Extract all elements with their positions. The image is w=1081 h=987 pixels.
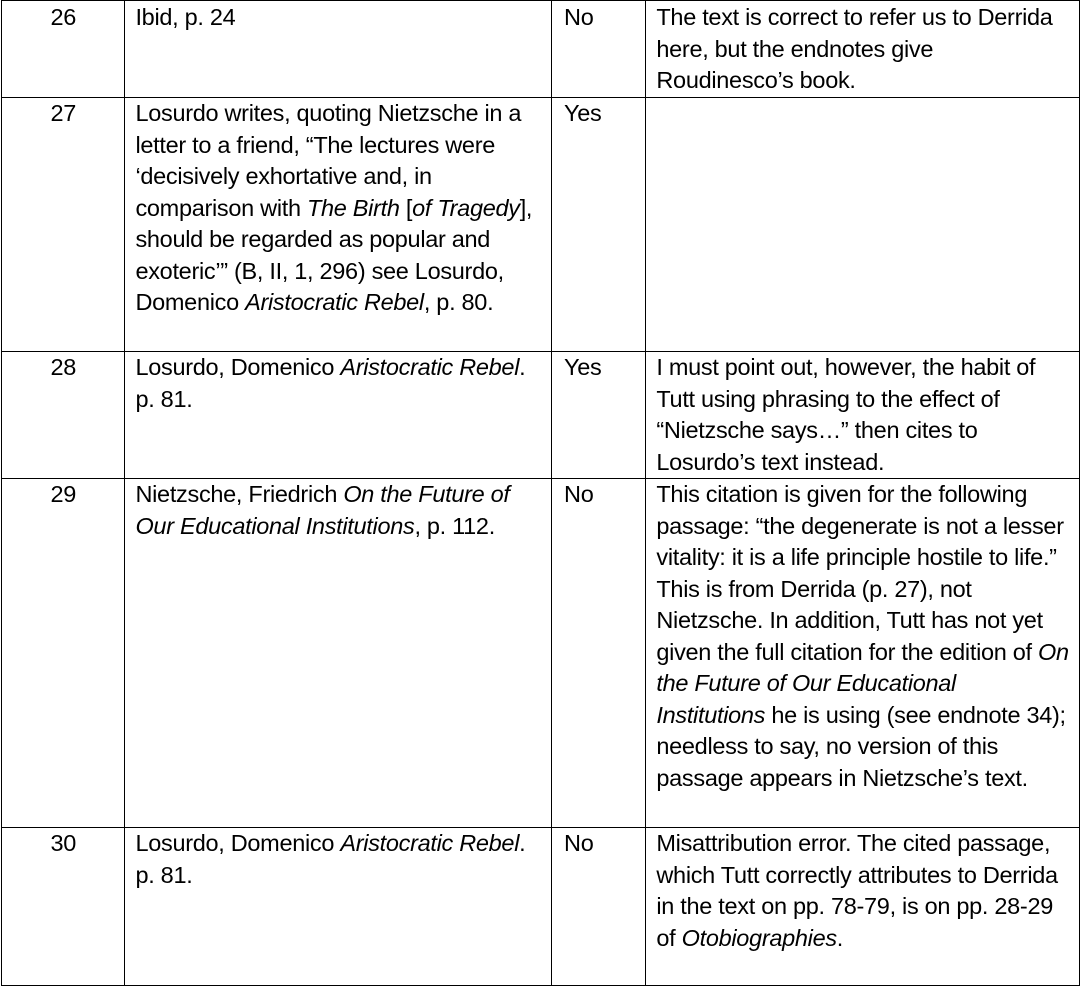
text-run: , p. 112. <box>414 512 495 539</box>
citation-cell <box>125 828 552 986</box>
citation-cell <box>125 1 552 98</box>
text-run: . p. 81. <box>135 354 526 412</box>
verified-cell: Yes <box>552 352 646 479</box>
text-run: Losurdo writes, quoting Nietzsche in a letter to a friend, “The lectures were ‘decisively exhortative and, in comparison with <box>135 100 522 221</box>
endnote-number: 29 <box>2 479 125 828</box>
text-run: The text is correct to refer us to Derrida here, but the endnotes give Roudinesco’s book. <box>656 4 1053 93</box>
comment-cell <box>646 1 1080 98</box>
endnote-number: 27 <box>2 98 125 352</box>
italic-title: Aristocratic Rebel <box>340 354 520 380</box>
italic-title: Aristocratic Rebel <box>340 830 520 856</box>
text-run: Misattribution error. The cited passage, which Tutt correctly attributes to Derrida in the text on pp. 78-79, is on pp. 28-29 of <box>656 830 1058 951</box>
verified-cell: No <box>552 828 646 986</box>
text-run: This citation is given for the following passage: “the degenerate is not a lesser vitality: it is a life principle hostile to life.” This is from Derrida (p. 27), not Nietzsche. In addition, Tutt has not yet given the full citation for the edition of <box>656 481 1064 665</box>
text-run: [ <box>399 194 413 221</box>
text-run: Losurdo, Domenico <box>135 354 341 380</box>
comment-cell <box>646 479 1080 828</box>
table-row <box>2 352 1080 479</box>
italic-title: On the Future of Our Educational Institutions <box>656 638 1069 728</box>
endnote-number: 28 <box>2 352 125 479</box>
endnote-number: 30 <box>2 828 125 986</box>
text-run: Losurdo, Domenico <box>135 830 341 856</box>
table-row <box>2 828 1080 986</box>
italic-title: Aristocratic Rebel <box>245 289 424 315</box>
text-run: he is using (see endnote 34); needless to say, no version of this passage appears in Nietzsche’s text. <box>656 701 1066 791</box>
verified-cell: No <box>552 1 646 98</box>
citation-review-table <box>1 0 1080 986</box>
text-run: Nietzsche, Friedrich <box>135 481 344 507</box>
text-run: . <box>836 924 844 951</box>
citation-cell <box>125 352 552 479</box>
endnote-number: 26 <box>2 1 125 98</box>
comment-cell <box>646 352 1080 479</box>
citation-cell <box>125 479 552 828</box>
verified-cell: Yes <box>552 98 646 352</box>
italic-title: On the Future of Our Educational Institutions <box>135 481 510 539</box>
text-run: ], should be regarded as popular and exoteric’” (B, II, 1, 296) see Losurdo, Domenico <box>135 194 533 315</box>
text-run: . p. 81. <box>135 830 526 888</box>
text-run: I must point out, however, the habit of Tutt using phrasing to the effect of “Nietzsche says…” then cites to Losurdo’s text instead. <box>656 354 1036 475</box>
italic-title: of Tragedy <box>412 194 520 221</box>
text-run: , p. 80. <box>423 289 494 315</box>
text-run: Ibid, p. 24 <box>135 4 236 30</box>
italic-title: Otobiographies <box>681 924 837 951</box>
italic-title: The Birth <box>306 194 400 221</box>
comment-cell <box>646 828 1080 986</box>
verified-cell: No <box>552 479 646 828</box>
table-row <box>2 1 1080 98</box>
table-row <box>2 98 1080 352</box>
table-row <box>2 479 1080 828</box>
citation-cell <box>125 98 552 352</box>
comment-cell <box>646 98 1080 352</box>
